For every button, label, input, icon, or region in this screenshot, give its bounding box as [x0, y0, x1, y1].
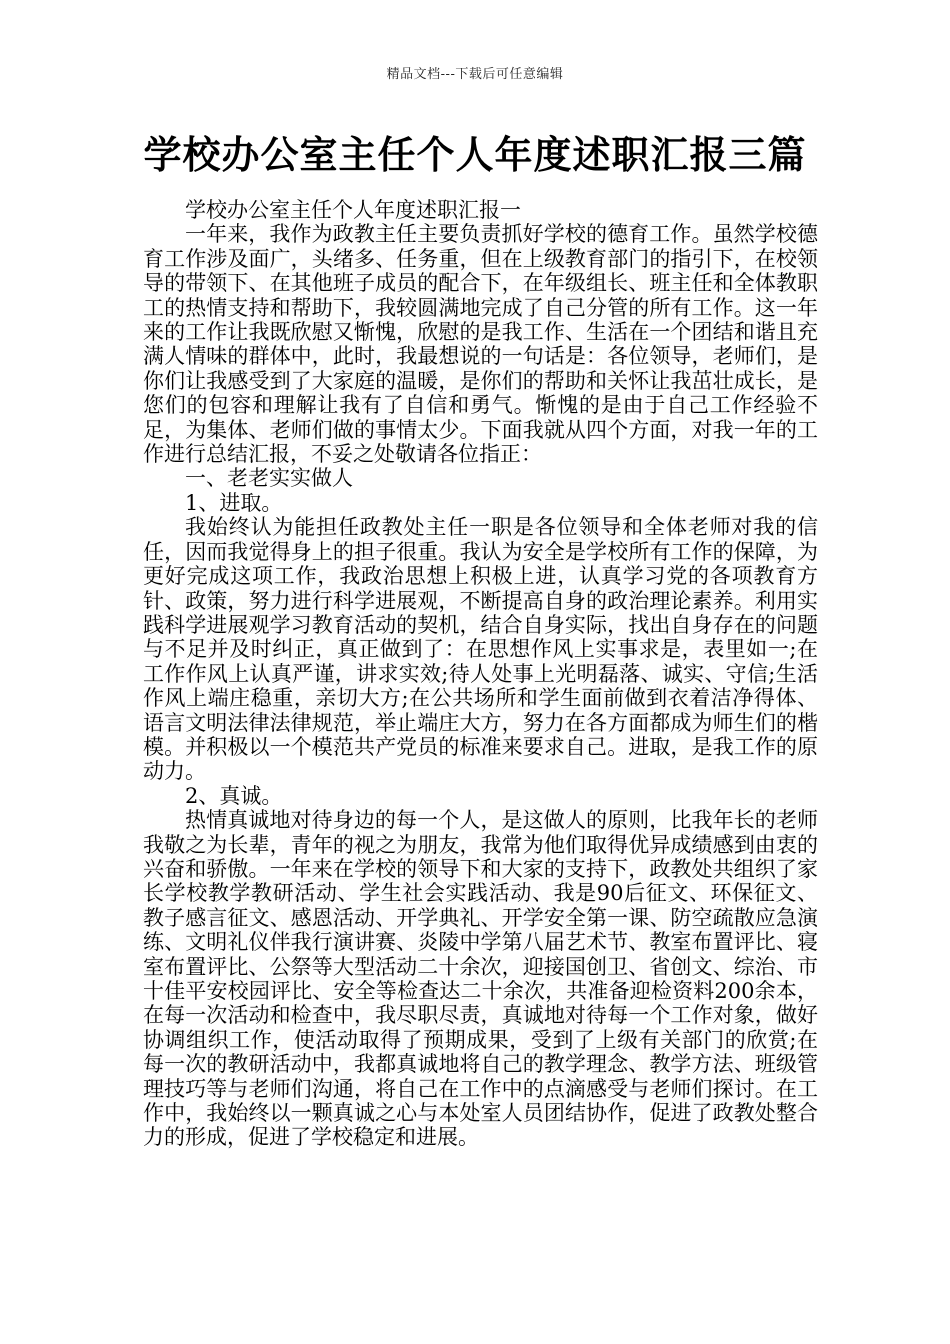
- paragraph: 一年来，我作为政教主任主要负责抓好学校的德育工作。虽然学校德育工作涉及面广，头绪多、任务重，但在上级教育部门的指引下，在校领导的带领下、在其他班子成员的配合下，在年级组长、班主任和全体教职工的热情支持和帮助下，我较圆满地完成了自己分管的所有工作。这一年来的工作让我既欣慰又惭愧，欣慰的是我工作、生活在一个团结和谐且充满人情味的群体中，此时，我最想说的一句话是：各位领导，老师们，是你们让我感受到了大家庭的温暖，是你们的帮助和关怀让我茁壮成长，是您们的包容和理解让我有了自信和勇气。惭愧的是由于自己工作经验不足，为集体、老师们做的事情太少。下面我就从四个方面，对我一年的工作进行总结汇报，不妥之处敬请各位指正：: [143, 222, 818, 467]
- subsection-heading: 2、真诚。: [185, 783, 283, 808]
- document-body: [143, 198, 818, 1150]
- paragraph: 热情真诚地对待身边的每一个人，是这做人的原则，比我年长的老师我敬之为长辈，青年的视之为朋友，我常为他们取得优异成绩感到由衷的兴奋和骄傲。一年来在学校的领导下和大家的支持下，政教处共组织了家长学校教学教研活动、学生社会实践活动、我是90后征文、环保征文、教子感言征文、感恩活动、开学典礼、开学安全第一课、防空疏散应急演练、文明礼仪伴我行演讲赛、炎陵中学第八届艺术节、教室布置评比、寝室布置评比、公祭等大型活动二十余次，迎接国创卫、省创文、综治、市十佳平安校园评比、安全等检查达二十余次，共准备迎检资料200余本，在每一次活动和检查中，我尽职尽责，真诚地对待每一个工作对象，做好协调组织工作，使活动取得了预期成果，受到了上级有关部门的欣赏;在每一次的教研活动中，我都真诚地将自己的教学理念、教学方法、班级管理技巧等与老师们沟通，将自己在工作中的点滴感受与老师们探讨。在工作中，我始终以一颗真诚之心与本处室人员团结协作，促进了政教处整合力的形成，促进了学校稳定和进展。: [143, 808, 818, 1150]
- subsection-heading: 1、进取。: [185, 490, 283, 515]
- section-heading: 学校办公室主任个人年度述职汇报一: [185, 198, 521, 222]
- section-heading: 一、老老实实做人: [185, 466, 353, 491]
- document-title: 学校办公室主任个人年度述职汇报三篇: [143, 133, 807, 177]
- header-note: 精品文档---下载后可任意编辑: [386, 67, 564, 82]
- paragraph: 我始终认为能担任政教处主任一职是各位领导和全体老师对我的信任，因而我觉得身上的担子很重。我认为安全是学校所有工作的保障，为更好完成这项工作，我政治思想上积极上进，认真学习党的各项教育方针、政策，努力进行科学进展观，不断提高自身的政治理论素养。利用实践科学进展观学习教育活动的契机，结合自身实际，找出自身存在的问题与不足并及时纠正，真正做到了：在思想作风上实事求是，表里如一;在工作作风上认真严谨，讲求实效;待人处事上光明磊落、诚实、守信;生活作风上端庄稳重，亲切大方;在公共场所和学生面前做到衣着洁净得体、语言文明法律法律规范，举止端庄大方，努力在各方面都成为师生们的楷模。并积极以一个模范共产党员的标准来要求自己。进取，是我工作的原动力。: [143, 515, 818, 784]
